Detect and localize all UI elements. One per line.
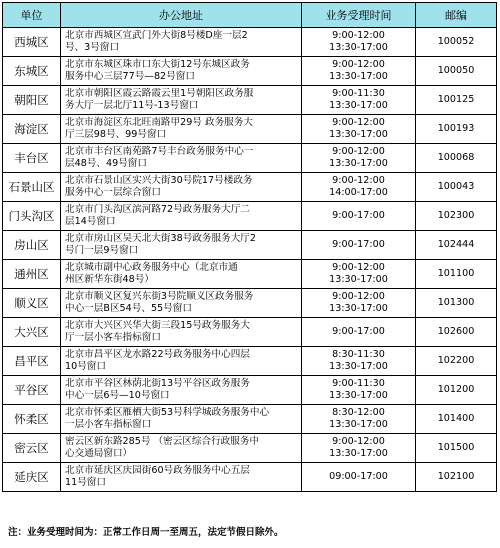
cell-unit: 朝阳区 bbox=[3, 86, 61, 115]
cell-address bbox=[61, 318, 302, 347]
address-line: 服务中心一层综合窗口 bbox=[65, 187, 161, 198]
cell-address bbox=[61, 173, 302, 202]
cell-unit: 东城区 bbox=[3, 57, 61, 86]
hours-line: 9:00-12:00 bbox=[332, 290, 385, 302]
cell-zip: 100043 bbox=[416, 173, 497, 202]
address-line: 心交通局窗口） bbox=[65, 448, 133, 459]
hours-line: 13:30-17:00 bbox=[329, 303, 388, 314]
cell-unit: 石景山区 bbox=[3, 173, 61, 202]
table-row bbox=[3, 57, 497, 86]
address-line: 北京市东城区珠市口东大街12号东城区政务 bbox=[65, 58, 250, 70]
hours-line: 9:00-12:00 bbox=[332, 174, 385, 186]
cell-hours bbox=[302, 405, 416, 434]
address-line: 北京市房山区吴天北大街38号政务服务大厅2 bbox=[65, 232, 256, 244]
address-line: 号门一层9号窗口 bbox=[65, 245, 139, 256]
cell-address bbox=[61, 231, 302, 260]
cell-zip: 102300 bbox=[416, 202, 497, 231]
hours-line: 13:30-17:00 bbox=[329, 42, 388, 53]
cell-hours bbox=[302, 434, 416, 463]
cell-unit: 通州区 bbox=[3, 260, 61, 289]
hours-line: 14:00-17:00 bbox=[329, 187, 388, 198]
table-row bbox=[3, 318, 497, 347]
address-line: 州区新华东街48号） bbox=[65, 274, 154, 285]
cell-unit: 昌平区 bbox=[3, 347, 61, 376]
hours-line: 9:00-11:30 bbox=[332, 377, 385, 389]
cell-hours bbox=[302, 376, 416, 405]
hours-line: 9:00-17:00 bbox=[332, 325, 385, 337]
cell-address bbox=[61, 434, 302, 463]
cell-address bbox=[61, 405, 302, 434]
address-line: 北京市昌平区龙水路22号政务服务中心四层 bbox=[65, 348, 250, 360]
address-line: 层48号、49号窗口 bbox=[65, 158, 147, 169]
cell-unit: 门头沟区 bbox=[3, 202, 61, 231]
address-line: 北京城市副中心政务服务中心（北京市通 bbox=[65, 261, 238, 273]
table-row bbox=[3, 28, 497, 57]
address-line: 北京市丰台区南苑路7号丰台政务服务中心一 bbox=[65, 145, 254, 157]
address-line: 北京市延庆区庆园街60号政务服务中心五层 bbox=[65, 464, 250, 476]
cell-zip: 102600 bbox=[416, 318, 497, 347]
cell-unit: 延庆区 bbox=[3, 463, 61, 492]
header-hours: 业务受理时间 bbox=[302, 3, 416, 28]
hours-line: 9:00-17:00 bbox=[332, 209, 385, 221]
table-row bbox=[3, 260, 497, 289]
hours-line: 9:00-12:00 bbox=[332, 261, 385, 273]
cell-zip: 101400 bbox=[416, 405, 497, 434]
cell-address bbox=[61, 28, 302, 57]
cell-unit: 顺义区 bbox=[3, 289, 61, 318]
address-line: 11号窗口 bbox=[65, 477, 106, 488]
address-line: 厅三层98号、99号窗口 bbox=[65, 129, 167, 140]
cell-address bbox=[61, 463, 302, 492]
cell-zip: 102444 bbox=[416, 231, 497, 260]
cell-unit: 大兴区 bbox=[3, 318, 61, 347]
hours-line: 13:30-17:00 bbox=[329, 100, 388, 111]
cell-zip: 102100 bbox=[416, 463, 497, 492]
hours-line: 13:30-17:00 bbox=[329, 129, 388, 140]
hours-line: 09:00-17:00 bbox=[329, 470, 388, 482]
address-line: 北京市西城区宣武门外大街8号楼D座一层2 bbox=[65, 29, 248, 41]
table-row bbox=[3, 202, 497, 231]
table-row bbox=[3, 405, 497, 434]
hours-line: 8:30-12:00 bbox=[332, 406, 385, 418]
cell-hours bbox=[302, 260, 416, 289]
address-line: 号、3号窗口 bbox=[65, 42, 120, 53]
table-row bbox=[3, 376, 497, 405]
cell-address bbox=[61, 260, 302, 289]
address-line: 北京市平谷区林荫北街13号平谷区政务服务 bbox=[65, 377, 250, 389]
cell-zip: 101500 bbox=[416, 434, 497, 463]
address-line: 服务中心三层77号—82号窗口 bbox=[65, 71, 195, 82]
hours-line: 13:30-17:00 bbox=[329, 361, 388, 372]
cell-zip: 100068 bbox=[416, 144, 497, 173]
hours-line: 13:30-17:00 bbox=[329, 419, 388, 430]
address-line: 北京市朝阳区霞云路霞云里1号朝阳区政务服 bbox=[65, 87, 254, 99]
cell-unit: 丰台区 bbox=[3, 144, 61, 173]
cell-unit: 密云区 bbox=[3, 434, 61, 463]
address-line: 厅一层小客车指标窗口 bbox=[65, 332, 161, 343]
table-row bbox=[3, 463, 497, 492]
cell-address bbox=[61, 376, 302, 405]
address-line: 层14号窗口 bbox=[65, 216, 116, 227]
table-row bbox=[3, 115, 497, 144]
header-zip: 邮编 bbox=[416, 3, 497, 28]
address-line: 中心一层6号—10号窗口 bbox=[65, 390, 170, 401]
cell-zip: 100125 bbox=[416, 86, 497, 115]
cell-address bbox=[61, 202, 302, 231]
service-offices-table bbox=[2, 2, 497, 492]
hours-line: 13:30-17:00 bbox=[329, 158, 388, 169]
address-line: 密云区新东路285号 （密云区综合行政服务中 bbox=[65, 435, 260, 447]
address-line: 北京市顺义区复兴东街3号院顺义区政务服务 bbox=[65, 290, 254, 302]
header-address: 办公地址 bbox=[61, 3, 302, 28]
address-line: 北京市海淀区东北旺南路甲29号 政务服务大 bbox=[65, 116, 253, 128]
cell-address bbox=[61, 144, 302, 173]
hours-line: 9:00-11:30 bbox=[332, 87, 385, 99]
cell-hours bbox=[302, 57, 416, 86]
cell-address bbox=[61, 289, 302, 318]
cell-zip: 101300 bbox=[416, 289, 497, 318]
cell-hours bbox=[302, 289, 416, 318]
cell-unit: 怀柔区 bbox=[3, 405, 61, 434]
cell-unit: 平谷区 bbox=[3, 376, 61, 405]
hours-line: 13:30-17:00 bbox=[329, 71, 388, 82]
hours-line: 13:30-17:00 bbox=[329, 390, 388, 401]
cell-unit: 西城区 bbox=[3, 28, 61, 57]
hours-line: 13:30-17:00 bbox=[329, 274, 388, 285]
cell-zip: 100193 bbox=[416, 115, 497, 144]
cell-zip: 102200 bbox=[416, 347, 497, 376]
cell-hours bbox=[302, 318, 416, 347]
address-line: 北京市石景山区实兴大街30号院17号楼政务 bbox=[65, 174, 253, 186]
address-line: 北京市大兴区兴华大街三段15号政务服务大 bbox=[65, 319, 250, 331]
table-row bbox=[3, 144, 497, 173]
hours-line: 9:00-12:00 bbox=[332, 145, 385, 157]
address-line: 中心一层B区54号、55号窗口 bbox=[65, 303, 192, 314]
footnote: 注：业务受理时间为：正常工作日周一至周五，法定节假日除外。 bbox=[8, 527, 284, 538]
cell-hours bbox=[302, 115, 416, 144]
address-line: 务大厅一层北厅11号-13号窗口 bbox=[65, 100, 199, 111]
table-row bbox=[3, 289, 497, 318]
cell-zip: 101100 bbox=[416, 260, 497, 289]
cell-address bbox=[61, 347, 302, 376]
address-line: 一层小客车指标窗口 bbox=[65, 419, 152, 430]
cell-unit: 海淀区 bbox=[3, 115, 61, 144]
cell-hours bbox=[302, 144, 416, 173]
hours-line: 9:00-17:00 bbox=[332, 238, 385, 250]
table-row bbox=[3, 173, 497, 202]
cell-hours bbox=[302, 202, 416, 231]
cell-zip: 100050 bbox=[416, 57, 497, 86]
cell-address bbox=[61, 57, 302, 86]
cell-hours bbox=[302, 28, 416, 57]
table-row bbox=[3, 347, 497, 376]
cell-hours bbox=[302, 463, 416, 492]
header-unit: 单位 bbox=[3, 3, 61, 28]
cell-hours bbox=[302, 231, 416, 260]
address-line: 北京市怀柔区雁栖大街53号科学城政务服务中心 bbox=[65, 406, 270, 418]
cell-unit: 房山区 bbox=[3, 231, 61, 260]
cell-hours bbox=[302, 173, 416, 202]
cell-zip: 101200 bbox=[416, 376, 497, 405]
hours-line: 9:00-12:00 bbox=[332, 116, 385, 128]
cell-hours bbox=[302, 86, 416, 115]
hours-line: 13:30-17:00 bbox=[329, 448, 388, 459]
table-row bbox=[3, 86, 497, 115]
table-row bbox=[3, 434, 497, 463]
table-body bbox=[3, 28, 497, 492]
hours-line: 8:30-11:30 bbox=[332, 348, 385, 360]
hours-line: 9:00-12:00 bbox=[332, 58, 385, 70]
cell-address bbox=[61, 86, 302, 115]
hours-line: 9:00-12:00 bbox=[332, 435, 385, 447]
cell-zip: 100052 bbox=[416, 28, 497, 57]
table-row bbox=[3, 231, 497, 260]
hours-line: 9:00-12:00 bbox=[332, 29, 385, 41]
table-header-row bbox=[3, 3, 497, 28]
cell-address bbox=[61, 115, 302, 144]
address-line: 10号窗口 bbox=[65, 361, 106, 372]
cell-hours bbox=[302, 347, 416, 376]
address-line: 北京市门头沟区滨河路72号政务服务大厅二 bbox=[65, 203, 250, 215]
